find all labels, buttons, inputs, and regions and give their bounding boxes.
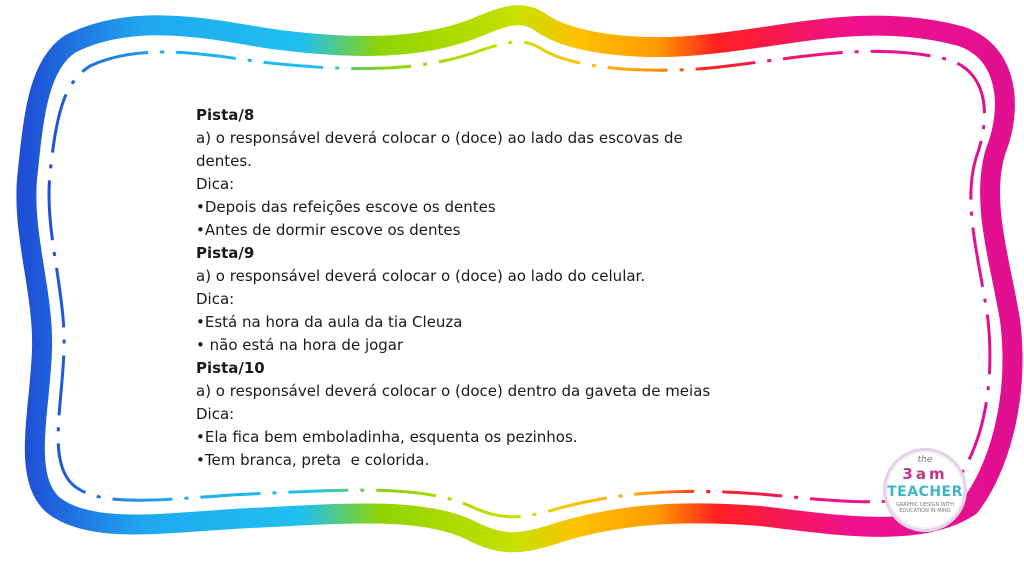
clue-text-block: [196, 104, 716, 472]
clue-line: Dica:: [196, 290, 235, 308]
the-3am-teacher-logo: [883, 448, 967, 532]
clue-line: •Tem branca, preta e colorida.: [196, 451, 430, 469]
clue-line: •Depois das refeições escove os dentes: [196, 198, 496, 216]
logo-tagline: GRAPHIC DESIGN WITH EDUCATION IN MIND: [896, 502, 954, 514]
clue-line: •Ela fica bem emboladinha, esquenta os pezinhos.: [196, 428, 578, 446]
clue-line: Dica:: [196, 405, 235, 423]
clue-line: •Antes de dormir escove os dentes: [196, 221, 461, 239]
logo-the-text: the: [917, 455, 933, 465]
clue-line: a) o responsável deverá colocar o (doce) ao lado das escovas de dentes.: [196, 129, 688, 170]
logo-3am-text: 3am: [902, 465, 948, 483]
clue-line: a) o responsável deverá colocar o (doce) ao lado do celular.: [196, 267, 646, 285]
clue-line: •Está na hora da aula da tia Cleuza: [196, 313, 463, 331]
clue-heading: Pista/8: [196, 106, 255, 124]
clue-line: • não está na hora de jogar: [196, 336, 404, 354]
logo-teacher-text: TEACHER: [887, 484, 963, 500]
clue-heading: Pista/9: [196, 244, 255, 262]
clue-line: a) o responsável deverá colocar o (doce) dentro da gaveta de meias: [196, 382, 711, 400]
clue-line: Dica:: [196, 175, 235, 193]
clue-heading: Pista/10: [196, 359, 265, 377]
